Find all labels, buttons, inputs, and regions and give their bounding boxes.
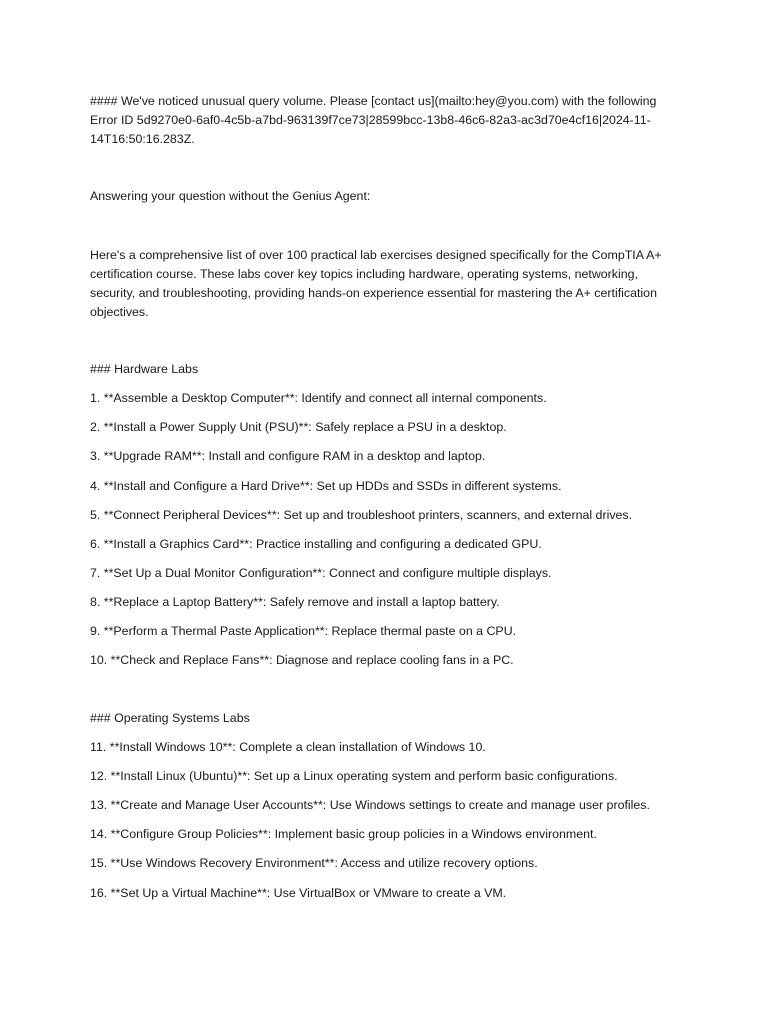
list-item: 4. **Install and Configure a Hard Drive**: Set up HDDs and SSDs in different systems. <box>90 479 562 493</box>
list-item: 8. **Replace a Laptop Battery**: Safely remove and install a laptop battery. <box>90 595 500 609</box>
section-heading-operating-systems: ### Operating Systems Labs <box>90 711 250 725</box>
list-item: 5. **Connect Peripheral Devices**: Set up and troubleshoot printers, scanners, and external drives. <box>90 508 633 522</box>
list-item: 12. **Install Linux (Ubuntu)**: Set up a Linux operating system and perform basic configurations. <box>90 769 618 783</box>
list-item: 1. **Assemble a Desktop Computer**: Identify and connect all internal components. <box>90 391 547 405</box>
list-item: 9. **Perform a Thermal Paste Application**: Replace thermal paste on a CPU. <box>90 624 517 638</box>
list-item: 6. **Install a Graphics Card**: Practice installing and configuring a dedicated GPU. <box>90 537 542 551</box>
list-item: 14. **Configure Group Policies**: Implement basic group policies in a Windows environment. <box>90 827 597 841</box>
list-item: 7. **Set Up a Dual Monitor Configuration**: Connect and configure multiple displays. <box>90 566 552 580</box>
overview-paragraph: Here's a comprehensive list of over 100 practical lab exercises designed specifically for the CompTIA A+ certification course. These labs cover key topics including hardware, operating systems, networking, security, and troubleshooting, providing hands-on experience essential for mastering the A+ certification objectives. <box>90 248 662 319</box>
list-item: 11. **Install Windows 10**: Complete a clean installation of Windows 10. <box>90 740 486 754</box>
list-item: 15. **Use Windows Recovery Environment**: Access and utilize recovery options. <box>90 856 538 870</box>
list-item: 16. **Set Up a Virtual Machine**: Use VirtualBox or VMware to create a VM. <box>90 886 507 900</box>
error-notice: #### We've noticed unusual query volume. Please [contact us](mailto:hey@you.com) with the following Error ID 5d9270e0-6af0-4c5b-a7bd-963139f7ce73|28599bcc-13b8-46c6-82a3-ac3d70e4cf16|2024-11-14T16:50:16.283Z. <box>90 94 657 146</box>
list-item: 2. **Install a Power Supply Unit (PSU)**: Safely replace a PSU in a desktop. <box>90 420 507 434</box>
list-item: 10. **Check and Replace Fans**: Diagnose and replace cooling fans in a PC. <box>90 653 514 667</box>
list-item: 13. **Create and Manage User Accounts**: Use Windows settings to create and manage user profiles. <box>90 798 650 812</box>
section-heading-hardware: ### Hardware Labs <box>90 362 199 376</box>
list-item: 3. **Upgrade RAM**: Install and configure RAM in a desktop and laptop. <box>90 449 486 463</box>
answer-intro: Answering your question without the Genius Agent: <box>90 189 371 203</box>
